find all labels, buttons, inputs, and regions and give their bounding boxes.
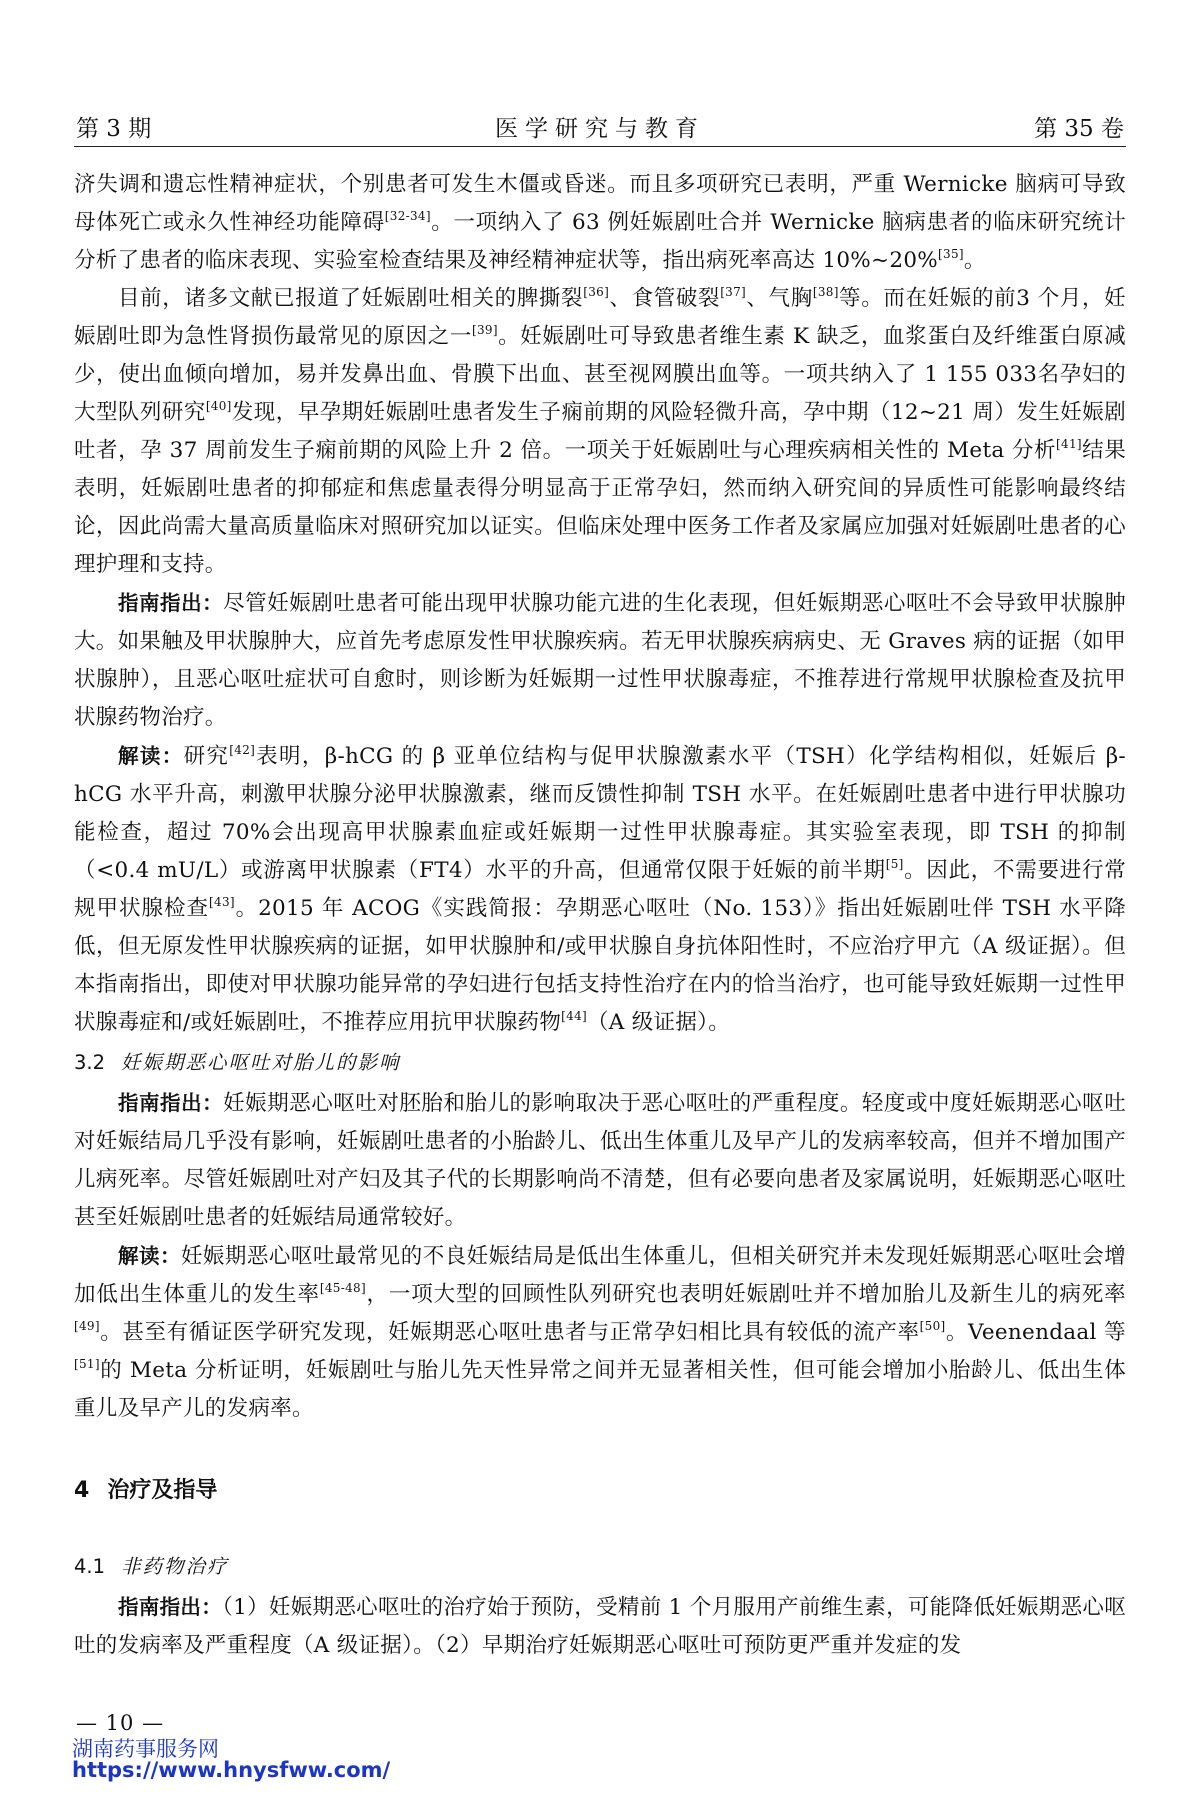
paragraph-2: 目前，诸多文献已报道了妊娠剧吐相关的脾撕裂[36]、食管破裂[37]、气胸[38]等。而在妊娠的前3 个月，妊娠剧吐即为急性肾损伤最常见的原因之一[39]。妊娠剧吐可导致患者维生素 K 缺乏，血浆蛋白及纤维蛋白原减少，使出血倾向增加，易并发鼻出血、骨膜下出血、甚至视网膜出血等。一项共纳入了 1 155 033名孕妇的大型队列研究[40]发现，早孕期妊娠剧吐患者发生子痫前期的风险轻微升高，孕中期（12~21 周）发生妊娠剧吐者，孕 37 周前发生子痫前期的风险上升 2 倍。一项关于妊娠剧吐与心理疾病相关性的 Meta 分析[41]结果表明，妊娠剧吐患者的抑郁症和焦虑量表得分明显高于正常孕妇，然而纳入研究间的异质性可能影响最终结论，因此尚需大量高质量临床对照研究加以证实。但临床处理中医务工作者及家属应加强对妊娠剧吐患者的心理护理和支持。 bbox=[74, 285, 1127, 577]
paragraph-guideline-fetus: 指南指出：妊娠期恶心呕吐对胚胎和胎儿的影响取决于恶心呕吐的严重程度。轻度或中度妊娠期恶心呕吐对妊娠结局几乎没有影响，妊娠剧吐患者的小胎龄儿、低出生体重儿及早产儿的发病率较高，但并不增加围产儿病死率。尽管妊娠剧吐对产妇及其子代的长期影响尚不清楚，但有必要向患者及家属说明，妊娠期恶心呕吐甚至妊娠剧吐患者的妊娠结局通常较好。 bbox=[74, 1091, 1127, 1230]
section-heading-3-2: 3.2 妊娠期恶心呕吐对胎儿的影响 bbox=[74, 1051, 401, 1074]
citation: [51] bbox=[74, 1357, 100, 1371]
body-text bbox=[74, 166, 1126, 1665]
page-number: — 10 — bbox=[76, 1711, 165, 1735]
running-header bbox=[74, 106, 1126, 147]
section-heading-4-1: 4.1 非药物治疗 bbox=[74, 1555, 229, 1578]
citation: [35] bbox=[938, 247, 964, 261]
interpretation-label: 解读： bbox=[118, 1244, 181, 1268]
paragraph-guideline-nondrug: 指南指出：（1）妊娠期恶心呕吐的治疗始于预防，受精前 1 个月服用产前维生素，可能降低妊娠期恶心呕吐的发病率及严重程度（A 级证据）。（2）早期治疗妊娠期恶心呕吐可预防更严重并发症的发 bbox=[74, 1595, 1127, 1658]
guideline-label: 指南指出： bbox=[118, 591, 224, 615]
volume-number: 第 35 卷 bbox=[1034, 116, 1124, 142]
citation: [36] bbox=[583, 285, 610, 299]
paragraph-interpretation-fetus: 解读：妊娠期恶心呕吐最常见的不良妊娠结局是低出生体重儿，但相关研究并未发现妊娠期恶心呕吐会增加低出生体重儿的发生率[45-48]，一项大型的回顾性队列研究也表明妊娠剧吐并不增加胎儿及新生儿的病死率[49]。甚至有循证医学研究发现，妊娠期恶心呕吐患者与正常孕妇相比具有较低的流产率[50]。Veenendaal 等[51]的 Meta 分析证明，妊娠剧吐与胎儿先天性异常之间并无显著相关性，但可能会增加小胎龄儿、低出生体重儿及早产儿的发病率。 bbox=[74, 1244, 1126, 1421]
guideline-label: 指南指出： bbox=[118, 1595, 223, 1619]
guideline-label: 指南指出： bbox=[118, 1091, 224, 1115]
citation: [37] bbox=[720, 285, 747, 299]
citation: [44] bbox=[561, 1009, 587, 1023]
section-heading-4: 4 治疗及指导 bbox=[74, 1478, 218, 1503]
paragraph-guideline-thyroid: 指南指出：尽管妊娠剧吐患者可能出现甲状腺功能亢进的生化表现，但妊娠期恶心呕吐不会导致甲状腺肿大。如果触及甲状腺肿大，应首先考虑原发性甲状腺疾病。若无甲状腺疾病病史、无 Graves 病的证据（如甲状腺肿），且恶心呕吐症状可自愈时，则诊断为妊娠期一过性甲状腺毒症，不推荐进行常规甲状腺检查及抗甲状腺药物治疗。 bbox=[74, 591, 1127, 730]
citation: [43] bbox=[209, 895, 235, 909]
citation: [45-48] bbox=[319, 1281, 366, 1295]
journal-title: 医学研究与教育 bbox=[495, 116, 705, 142]
citation: [32-34] bbox=[384, 209, 431, 223]
watermark-url[interactable]: https://www.hnysfww.com/ bbox=[72, 1758, 391, 1782]
paragraph-interpretation-thyroid: 解读：研究[42]表明，β-hCG 的 β 亚单位结构与促甲状腺激素水平（TSH）化学结构相似，妊娠后 β-hCG 水平升高，刺激甲状腺分泌甲状腺激素，继而反馈性抑制 TSH 水平。在妊娠剧吐患者中进行甲状腺功能检查，超过 70%会出现高甲状腺素血症或妊娠期一过性甲状腺毒症。其实验室表现，即 TSH 的抑制（<0.4 mU/L）或游离甲状腺素（FT4）水平的升高，但通常仅限于妊娠的前半期[5]。因此，不需要进行常规甲状腺检查[43]。2015 年 ACOG《实践简报：孕期恶心呕吐（No. 153）》指出妊娠剧吐伴 TSH 水平降低，但无原发性甲状腺疾病的证据，如甲状腺肿和/或甲状腺自身抗体阳性时，不应治疗甲亢（A 级证据）。但本指南指出，即使对甲状腺功能异常的孕妇进行包括支持性治疗在内的恰当治疗，也可能导致妊娠期一过性甲状腺毒症和/或妊娠剧吐，不推荐应用抗甲状腺药物[44]（A 级证据）。 bbox=[74, 743, 1126, 1035]
citation: [49] bbox=[74, 1319, 100, 1333]
citation: [41] bbox=[1056, 437, 1082, 451]
citation: [38] bbox=[812, 285, 839, 299]
citation: [40] bbox=[205, 399, 232, 413]
citation: [42] bbox=[229, 743, 256, 757]
watermark-name: 湖南药事服务网 bbox=[72, 1737, 219, 1761]
citation: [50] bbox=[919, 1319, 946, 1333]
citation: [39] bbox=[471, 323, 498, 337]
interpretation-label: 解读： bbox=[118, 744, 184, 768]
paragraph-1: 济失调和遗忘性精神症状，个别患者可发生木僵或昏迷。而且多项研究已表明，严重 Wernicke 脑病可导致母体死亡或永久性神经功能障碍[32-34]。一项纳入了 63 例妊娠剧吐合并 Wernicke 脑病患者的临床研究统计分析了患者的临床表现、实验室检查结果及神经精神症状等，指出病死率高达 10%~20%[35]。 bbox=[74, 172, 1126, 273]
issue-number: 第 3 期 bbox=[76, 116, 152, 142]
citation: [5] bbox=[885, 857, 904, 871]
